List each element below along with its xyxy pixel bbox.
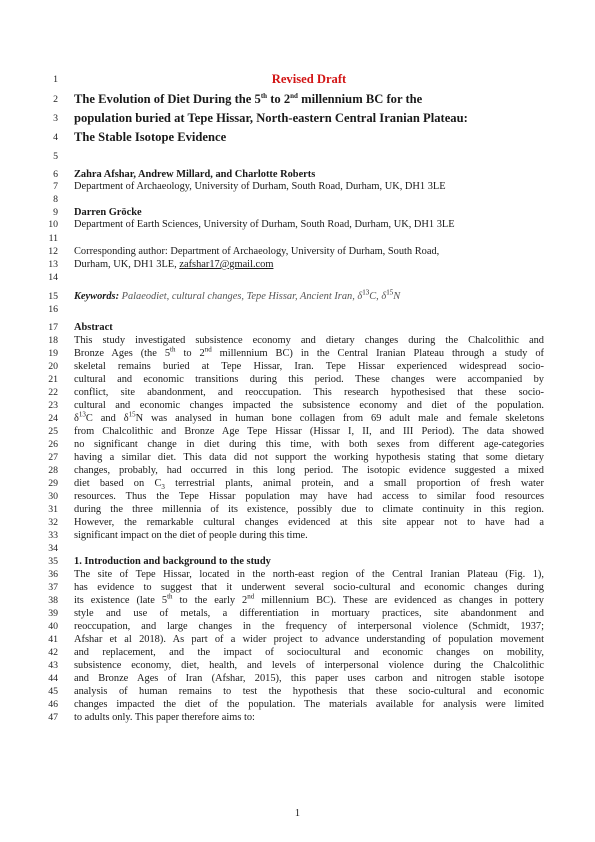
line-number: 11 <box>48 233 58 244</box>
line-number: 22 <box>48 387 58 398</box>
abstract-heading: Abstract <box>74 322 113 333</box>
line-number: 15 <box>48 291 58 302</box>
corresponding-address: Durham, UK, DH1 3LE, zafshar17@gmail.com <box>74 259 274 270</box>
intro-heading: 1. Introduction and background to the study <box>74 556 271 567</box>
line-number: 43 <box>48 660 58 671</box>
abstract-line: Bronze Ages (the 5th to 2nd millennium BC) in the Central Iranian Plateau through a study of <box>74 345 544 359</box>
abstract-line: significant impact on the diet of people during this time. <box>74 530 308 541</box>
line-number: 45 <box>48 686 58 697</box>
intro-line: analysis of human remains to test the hypothesis that these socio-cultural and economic <box>74 686 544 697</box>
line-number: 10 <box>48 219 58 230</box>
line-number: 14 <box>48 272 58 283</box>
line-number: 35 <box>48 556 58 567</box>
line-number: 40 <box>48 621 58 632</box>
paper-title-line-1: The Evolution of Diet During the 5th to 2nd millennium BC for the <box>74 91 423 106</box>
intro-line: and Bronze Ages of Iran (Afshar, 2015), this paper uses carbon and nitrogen stable isotope <box>74 673 544 684</box>
line-number: 38 <box>48 595 58 606</box>
intro-line: Afshar et al 2018). As part of a wider project to advance understanding of population movement <box>74 634 544 645</box>
line-number: 17 <box>48 322 58 333</box>
abstract-line: having a similar diet. This data did not support the working hypothesis stating that some dietary <box>74 452 544 463</box>
line-number: 8 <box>53 194 58 205</box>
intro-line: its existence (late 5th to the early 2nd millennium BC). These are evidenced as changes in pottery <box>74 592 544 606</box>
abstract-line: from Chalcolithic and Bronze Age Tepe Hissar (Hissar I, II, and III Period). The data showed <box>74 426 544 437</box>
line-number: 21 <box>48 374 58 385</box>
abstract-line: during the three millennia of its existence, possibly due to climate continuity in this region. <box>74 504 544 515</box>
email-link[interactable]: zafshar17@gmail.com <box>179 259 274 270</box>
corresponding-author: Corresponding author: Department of Archaeology, University of Durham, South Road, <box>74 246 440 257</box>
line-number: 25 <box>48 426 58 437</box>
line-number: 26 <box>48 439 58 450</box>
keywords: Keywords: Palaeodiet, cultural changes, Tepe Hissar, Ancient Iran, $\delta^{13}C$, $\delta^{15}N$ <box>74 288 401 302</box>
author-grocke: Darren Gröcke <box>74 207 142 218</box>
line-number: 37 <box>48 582 58 593</box>
abstract-line: skeletal remains buried at Tepe Hissar, Iran. Tepe Hissar experienced widespread socio- <box>74 361 544 372</box>
line-number: 34 <box>48 543 58 554</box>
line-number: 28 <box>48 465 58 476</box>
line-number: 47 <box>48 712 58 723</box>
line-number: 6 <box>53 169 58 180</box>
affiliation-archaeology: Department of Archaeology, University of Durham, South Road, Durham, UK, DH1 3LE <box>74 181 446 192</box>
line-number: 41 <box>48 634 58 645</box>
line-number: 5 <box>53 151 58 162</box>
line-number: 18 <box>48 335 58 346</box>
line-number: 12 <box>48 246 58 257</box>
paper-title-line-3: The Stable Isotope Evidence <box>74 130 227 144</box>
line-number: 32 <box>48 517 58 528</box>
abstract-line: cultural and economic changes impacted the subsistence economy and diet of the population. <box>74 400 544 411</box>
line-number: 3 <box>53 113 58 124</box>
abstract-line: resources. Thus the Tepe Hissar population may have had access to similar food resources <box>74 491 544 502</box>
line-number: 9 <box>53 207 58 218</box>
line-number: 31 <box>48 504 58 515</box>
affiliation-earth-sciences: Department of Earth Sciences, University of Durham, South Road, Durham, UK, DH1 3LE <box>74 219 455 230</box>
line-number: 39 <box>48 608 58 619</box>
line-number: 27 <box>48 452 58 463</box>
line-number: 30 <box>48 491 58 502</box>
line-number: 13 <box>48 259 58 270</box>
line-number: 1 <box>53 74 58 85</box>
intro-line: style and use of metals, a differentiation in mortuary practices, site abandonment and <box>74 608 544 619</box>
abstract-line: conflict, site abandonment, and reoccupation. This research hypothesised that these socio- <box>74 387 544 398</box>
line-number: 2 <box>53 94 58 105</box>
line-number: 42 <box>48 647 58 658</box>
intro-line: to adults only. This paper therefore aims to: <box>74 712 255 723</box>
paper-title-line-2: population buried at Tepe Hissar, North-eastern Central Iranian Plateau: <box>74 111 468 125</box>
line-number: 46 <box>48 699 58 710</box>
authors: Zahra Afshar, Andrew Millard, and Charlotte Roberts <box>74 169 316 180</box>
line-number: 4 <box>53 132 58 143</box>
line-number: 23 <box>48 400 58 411</box>
abstract-line: This study investigated subsistence economy and dietary changes during the Chalcolithic and <box>74 335 544 346</box>
intro-line: changes impacted the diet of the population. The materials available for analysis were limited <box>74 699 544 710</box>
abstract-line: cultural and economic transitions during this period. These changes were accompanied by <box>74 374 544 385</box>
abstract-line: changes, probably, had occurred in this long period. The isotopic evidence suggested a mixed <box>74 465 544 476</box>
intro-line: reoccupation, and large changes in the frequency of interpersonal violence (Schmidt, 1937; <box>74 621 544 632</box>
intro-line: has evidence to suggest that it underwent several socio-cultural and economic changes during <box>74 582 544 593</box>
line-number: 44 <box>48 673 58 684</box>
line-number: 33 <box>48 530 58 541</box>
intro-line: and replacement, and the impact of sociocultural and economic changes on mobility, <box>74 647 544 658</box>
line-number: 16 <box>48 304 58 315</box>
intro-line: The site of Tepe Hissar, located in the north-east region of the Central Iranian Plateau (Fig. 1), <box>74 569 544 580</box>
abstract-line: diet based on $C_3$ terrestrial plants, animal protein, and a small proportion of fresh water <box>74 478 544 492</box>
line-number: 29 <box>48 478 58 489</box>
line-number: 24 <box>48 413 58 424</box>
abstract-line: no significant change in diet during this time, with both sexes from different age-categories <box>74 439 544 450</box>
abstract-line: $\delta^{13}C$ and $\delta^{15}N$ was analysed in human bone collagen from 69 adult male and female skeletons <box>74 410 544 424</box>
line-number: 19 <box>48 348 58 359</box>
line-number: 20 <box>48 361 58 372</box>
abstract-line: However, the remarkable cultural changes evidenced at this site appear not to have had a <box>74 517 544 528</box>
line-number: 7 <box>53 181 58 192</box>
line-number: 36 <box>48 569 58 580</box>
draft-label: Revised Draft <box>271 72 347 86</box>
intro-line: subsistence economy, diet, health, and levels of interpersonal violence during the Chalcolithic <box>74 660 544 671</box>
page-number: 1 <box>294 808 301 819</box>
